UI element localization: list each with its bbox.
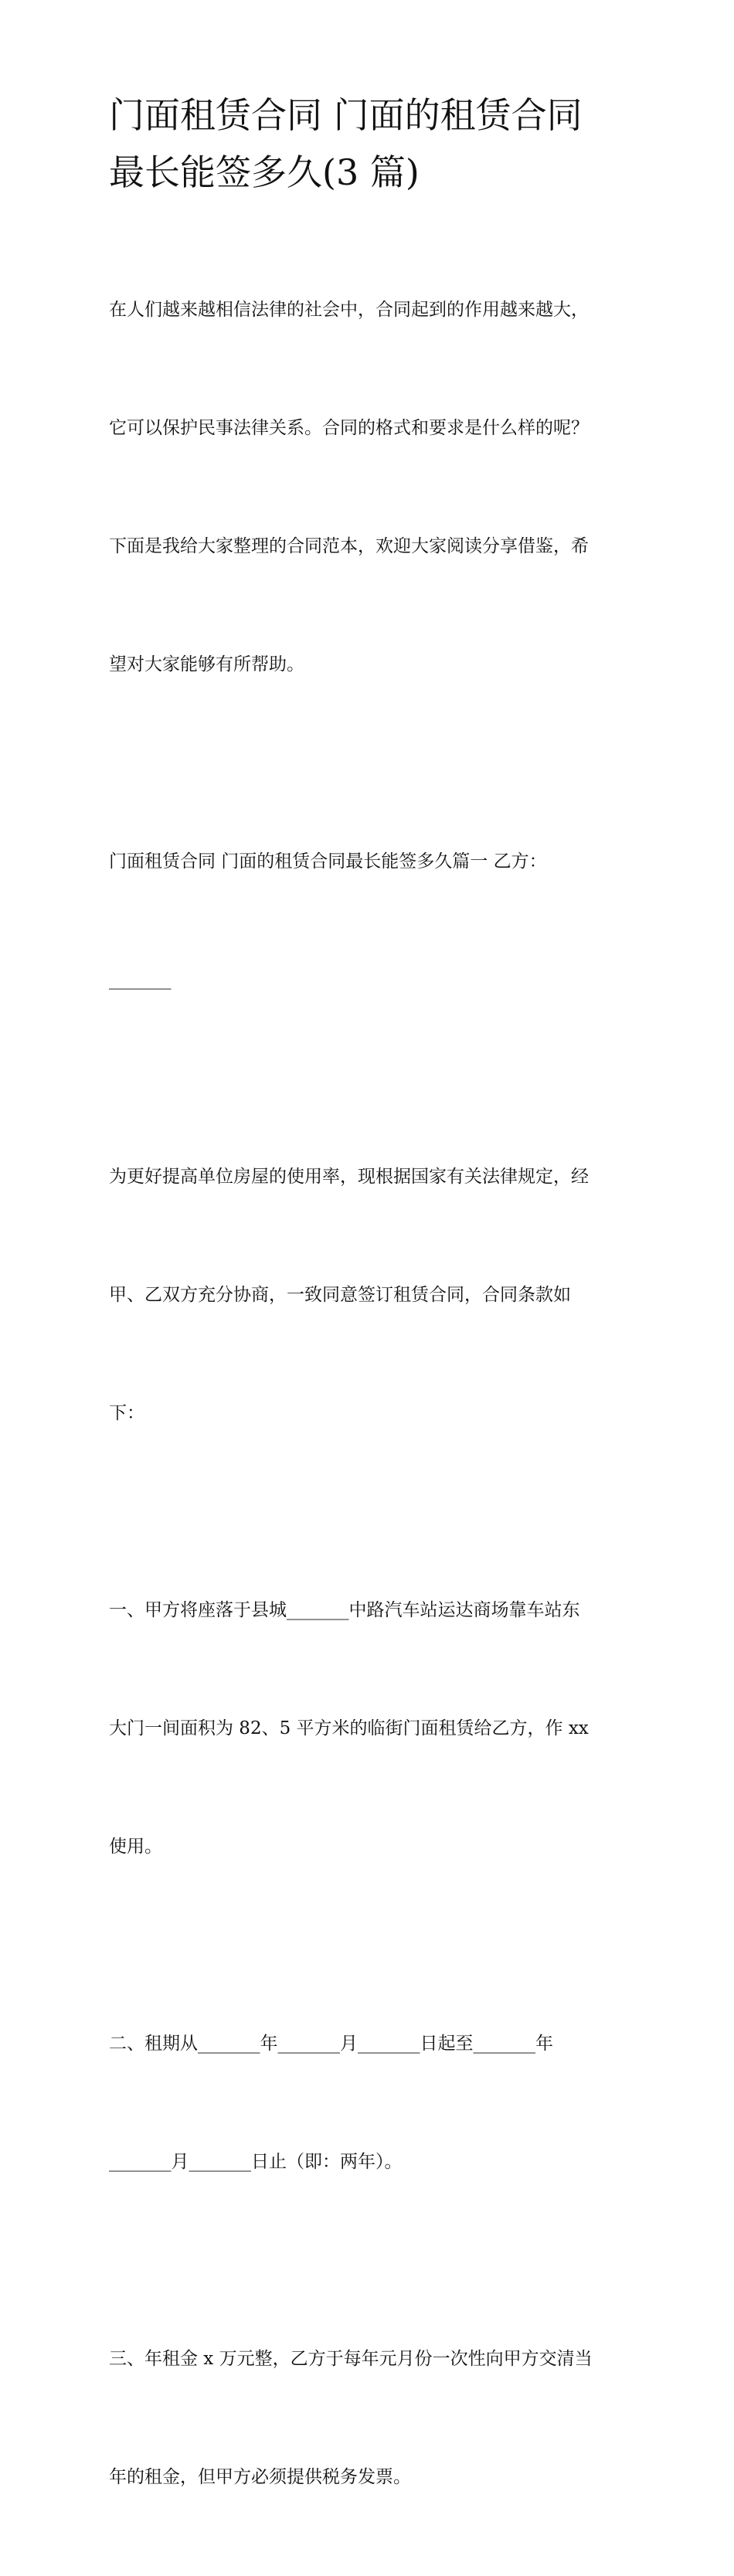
section-heading — [109, 763, 628, 1079]
clause-1-line: 使用。 — [109, 1837, 162, 1857]
clause-3-line: 三、年租金 x 万元整，乙方于每年元月份一次性向甲方交清当 — [109, 2349, 593, 2369]
clause-1 — [109, 1512, 628, 1946]
purpose-paragraph — [109, 1079, 628, 1512]
purpose-line: 甲、乙双方充分协商，一致同意签订租赁合同，合同条款如 — [109, 1285, 571, 1305]
document-title — [109, 87, 628, 201]
clause-3-line: 年的租金，但甲方必须提供税务发票。 — [109, 2467, 411, 2487]
intro-line: 望对大家能够有所帮助。 — [109, 654, 304, 675]
section-heading-line: 门面租赁合同 门面的租赁合同最长能签多久篇一 乙方： — [109, 851, 547, 872]
clause-2-line: _______月_______日止（即：两年）。 — [109, 2152, 403, 2172]
intro-paragraph — [109, 212, 628, 763]
section-heading-blank: _______ — [109, 970, 172, 990]
intro-line: 在人们越来越相信法律的社会中，合同起到的作用越来越大， — [109, 300, 589, 320]
clause-2-line: 二、租期从_______年_______月_______日起至_______年 — [109, 2034, 553, 2054]
purpose-line: 下： — [109, 1403, 144, 1423]
title-line-1: 门面租赁合同 门面的租赁合同 — [109, 94, 583, 136]
intro-line: 下面是我给大家整理的合同范本，欢迎大家阅读分享借鉴，希 — [109, 536, 589, 556]
clause-1-line: 一、甲方将座落于县城_______中路汽车站运达商场靠车站东 — [109, 1600, 580, 1620]
clause-3 — [109, 2261, 628, 2576]
clause-1-line: 大门一间面积为 82、5 平方米的临街门面租赁给乙方，作 xx — [109, 1718, 589, 1738]
title-line-2: 最长能签多久(3 篇) — [109, 151, 420, 193]
document-page — [109, 87, 628, 2576]
clause-2 — [109, 1946, 628, 2261]
intro-line: 它可以保护民事法律关系。合同的格式和要求是什么样的呢？ — [109, 418, 589, 438]
purpose-line: 为更好提高单位房屋的使用率，现根据国家有关法律规定，经 — [109, 1167, 589, 1187]
